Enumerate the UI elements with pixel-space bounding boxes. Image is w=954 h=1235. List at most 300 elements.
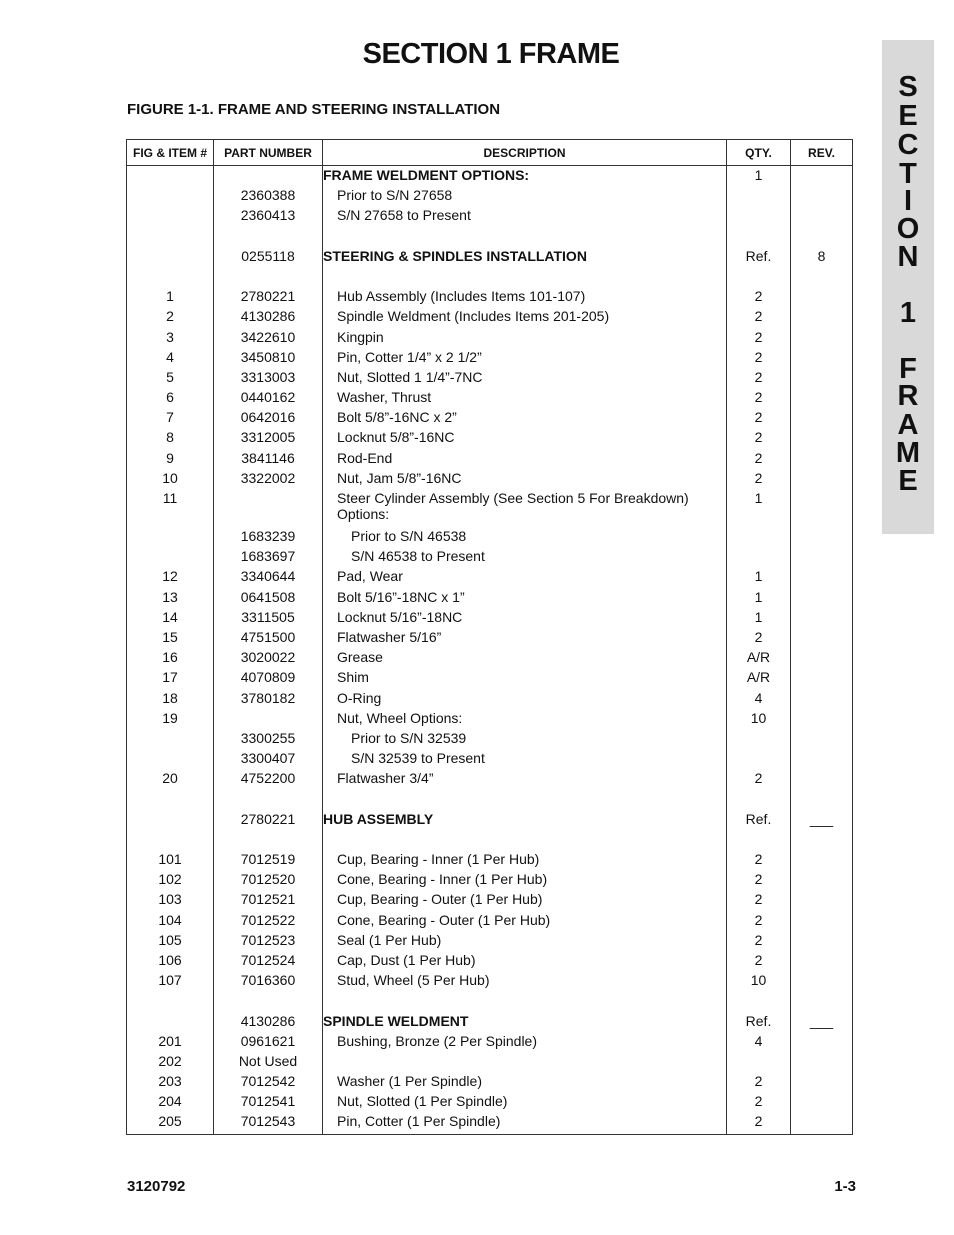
cell-part: 2360413 <box>214 207 323 227</box>
cell-qty: 2 <box>727 1093 791 1113</box>
side-tab-letter: T <box>899 158 917 190</box>
cell-desc <box>323 831 727 851</box>
cell-qty <box>727 750 791 770</box>
cell-desc <box>323 750 727 770</box>
cell-fig <box>127 248 214 268</box>
cell-qty: 4 <box>727 690 791 710</box>
description-text: Cone, Bearing - Inner (1 Per Hub) <box>337 871 548 888</box>
cell-part: 4130286 <box>214 1013 323 1033</box>
cell-rev <box>791 629 853 649</box>
cell-rev <box>791 268 853 288</box>
cell-fig <box>127 992 214 1012</box>
cell-rev: 8 <box>791 248 853 268</box>
cell-part: 0641508 <box>214 589 323 609</box>
cell-rev <box>791 669 853 689</box>
cell-part: 3450810 <box>214 349 323 369</box>
cell-part: 7012541 <box>214 1093 323 1113</box>
table-row <box>127 389 853 409</box>
table-row <box>127 992 853 1012</box>
cell-rev <box>791 166 853 188</box>
cell-rev <box>791 389 853 409</box>
cell-rev <box>791 1033 853 1053</box>
cell-part: 0440162 <box>214 389 323 409</box>
description-text: Pin, Cotter 1/4” x 2 1/2” <box>337 348 482 365</box>
cell-qty: 2 <box>727 851 791 871</box>
table-row <box>127 248 853 268</box>
table-row <box>127 932 853 952</box>
cell-rev: ___ <box>791 811 853 831</box>
side-tab-letter: F <box>899 353 917 385</box>
cell-qty: 2 <box>727 429 791 449</box>
cell-fig <box>127 268 214 288</box>
description-text: Flatwasher 3/4” <box>337 770 434 787</box>
cell-desc <box>323 871 727 891</box>
cell-qty: 2 <box>727 952 791 972</box>
cell-part: 7012520 <box>214 871 323 891</box>
cell-qty <box>727 992 791 1012</box>
cell-fig: 14 <box>127 609 214 629</box>
cell-desc <box>323 187 727 207</box>
table-row <box>127 710 853 730</box>
cell-fig: 17 <box>127 669 214 689</box>
cell-rev <box>791 891 853 911</box>
cell-rev <box>791 932 853 952</box>
cell-fig: 13 <box>127 589 214 609</box>
cell-part <box>214 490 323 528</box>
cell-fig <box>127 811 214 831</box>
table-row <box>127 1013 853 1033</box>
cell-part: 7012524 <box>214 952 323 972</box>
description-text: Flatwasher 5/16” <box>337 628 442 645</box>
cell-rev <box>791 409 853 429</box>
side-tab-letter: I <box>903 185 913 217</box>
cell-qty: 2 <box>727 288 791 308</box>
side-tab-letter: M <box>895 437 921 469</box>
description-text: Washer (1 Per Spindle) <box>337 1073 482 1090</box>
cell-desc <box>323 548 727 568</box>
cell-rev <box>791 1053 853 1073</box>
cell-fig: 20 <box>127 770 214 790</box>
cell-desc <box>323 770 727 790</box>
cell-desc <box>323 369 727 389</box>
description-text: Locknut 5/8”-16NC <box>337 429 455 446</box>
cell-rev <box>791 187 853 207</box>
cell-qty: 2 <box>727 932 791 952</box>
cell-part: 3422610 <box>214 329 323 349</box>
description-text: Kingpin <box>337 328 384 345</box>
cell-fig: 18 <box>127 690 214 710</box>
cell-qty: 1 <box>727 568 791 588</box>
description-text: Washer, Thrust <box>337 389 432 406</box>
cell-fig <box>127 166 214 188</box>
cell-part: 3020022 <box>214 649 323 669</box>
cell-part: 3300255 <box>214 730 323 750</box>
cell-desc <box>323 912 727 932</box>
cell-fig: 19 <box>127 710 214 730</box>
cell-qty: 2 <box>727 329 791 349</box>
cell-desc <box>323 730 727 750</box>
table-row <box>127 790 853 810</box>
cell-fig: 1 <box>127 288 214 308</box>
description-text: Seal (1 Per Hub) <box>337 931 442 948</box>
cell-desc <box>323 629 727 649</box>
cell-desc <box>323 1033 727 1053</box>
cell-fig: 2 <box>127 308 214 328</box>
cell-qty: Ref. <box>727 1013 791 1033</box>
table-row <box>127 1033 853 1053</box>
cell-qty: 2 <box>727 629 791 649</box>
cell-qty: 2 <box>727 770 791 790</box>
cell-rev <box>791 992 853 1012</box>
description-text: S/N 27658 to Present <box>337 207 471 224</box>
cell-part <box>214 166 323 188</box>
side-tab-letter: 1 <box>899 297 917 329</box>
cell-desc <box>323 972 727 992</box>
cell-qty: 2 <box>727 891 791 911</box>
cell-rev <box>791 690 853 710</box>
cell-qty: 1 <box>727 609 791 629</box>
cell-desc <box>323 288 727 308</box>
cell-desc <box>323 429 727 449</box>
cell-part: 2780221 <box>214 811 323 831</box>
cell-desc <box>323 268 727 288</box>
cell-fig: 104 <box>127 912 214 932</box>
table-row <box>127 1053 853 1073</box>
table-row <box>127 730 853 750</box>
cell-qty: 2 <box>727 369 791 389</box>
cell-rev <box>791 770 853 790</box>
cell-rev <box>791 1113 853 1134</box>
table-row <box>127 450 853 470</box>
cell-desc <box>323 1113 727 1134</box>
table-row <box>127 690 853 710</box>
cell-qty <box>727 187 791 207</box>
cell-qty: 2 <box>727 308 791 328</box>
cell-qty: A/R <box>727 649 791 669</box>
description-text: Hub Assembly (Includes Items 101-107) <box>337 288 586 305</box>
cell-rev <box>791 450 853 470</box>
table-row <box>127 228 853 248</box>
table-row <box>127 912 853 932</box>
cell-part <box>214 268 323 288</box>
table-row <box>127 851 853 871</box>
cell-part <box>214 710 323 730</box>
table-row <box>127 369 853 389</box>
table-row <box>127 871 853 891</box>
description-text: Bolt 5/16”-18NC x 1” <box>337 588 465 605</box>
cell-desc <box>323 790 727 810</box>
cell-part: 4751500 <box>214 629 323 649</box>
cell-part: 0961621 <box>214 1033 323 1053</box>
table-row <box>127 187 853 207</box>
cell-part: 7012542 <box>214 1073 323 1093</box>
cell-fig <box>127 790 214 810</box>
cell-qty <box>727 228 791 248</box>
cell-fig: 101 <box>127 851 214 871</box>
cell-rev <box>791 490 853 528</box>
description-text: Cap, Dust (1 Per Hub) <box>337 951 476 968</box>
cell-qty: 2 <box>727 409 791 429</box>
table-row <box>127 589 853 609</box>
side-tab-letter: E <box>898 465 918 497</box>
cell-part: 1683697 <box>214 548 323 568</box>
table-row <box>127 528 853 548</box>
cell-rev <box>791 207 853 227</box>
cell-desc <box>323 851 727 871</box>
description-text: Cup, Bearing - Inner (1 Per Hub) <box>337 851 540 867</box>
cell-rev <box>791 288 853 308</box>
cell-desc <box>323 528 727 548</box>
description-text: Pin, Cotter (1 Per Spindle) <box>337 1113 501 1130</box>
cell-qty <box>727 790 791 810</box>
cell-qty <box>727 548 791 568</box>
cell-qty: 1 <box>727 490 791 528</box>
cell-qty <box>727 528 791 548</box>
cell-desc <box>323 649 727 669</box>
cell-qty: 4 <box>727 1033 791 1053</box>
table-header-row <box>127 140 853 166</box>
table-row <box>127 490 853 528</box>
cell-part: 3311505 <box>214 609 323 629</box>
cell-desc <box>323 450 727 470</box>
cell-part: 1683239 <box>214 528 323 548</box>
description-text: Shim <box>337 669 369 686</box>
cell-fig: 5 <box>127 369 214 389</box>
description-text: Spindle Weldment (Includes Items 201-205) <box>337 308 610 325</box>
side-tab-letter: A <box>897 409 919 441</box>
cell-qty: 10 <box>727 972 791 992</box>
cell-part: 3780182 <box>214 690 323 710</box>
cell-desc <box>323 669 727 689</box>
cell-fig <box>127 528 214 548</box>
cell-qty: 2 <box>727 912 791 932</box>
cell-fig <box>127 750 214 770</box>
cell-fig: 6 <box>127 389 214 409</box>
cell-part <box>214 790 323 810</box>
description-text: Bushing, Bronze (2 Per Spindle) <box>337 1032 537 1049</box>
cell-part: 4752200 <box>214 770 323 790</box>
cell-desc <box>323 470 727 490</box>
side-tab-letter: N <box>897 241 919 273</box>
description-text: Cup, Bearing - Outer (1 Per Hub) <box>337 891 543 908</box>
table-row <box>127 1073 853 1093</box>
table-row <box>127 669 853 689</box>
table-row <box>127 409 853 429</box>
cell-fig <box>127 831 214 851</box>
table-row <box>127 548 853 568</box>
cell-rev <box>791 528 853 548</box>
side-tab-letter: O <box>896 213 920 245</box>
cell-part <box>214 992 323 1012</box>
cell-part: 7012522 <box>214 912 323 932</box>
table-row <box>127 308 853 328</box>
cell-rev <box>791 972 853 992</box>
cell-desc <box>323 609 727 629</box>
description-text: STEERING & SPINDLES INSTALLATION <box>323 247 587 264</box>
cell-desc <box>323 1093 727 1113</box>
description-text: Rod-End <box>337 449 393 466</box>
cell-qty: 1 <box>727 589 791 609</box>
cell-qty: 2 <box>727 1113 791 1134</box>
cell-desc <box>323 207 727 227</box>
cell-qty: 1 <box>727 166 791 188</box>
cell-fig: 105 <box>127 932 214 952</box>
page-title: SECTION 1 FRAME <box>362 38 620 70</box>
cell-desc <box>323 349 727 369</box>
cell-fig: 4 <box>127 349 214 369</box>
cell-qty: 10 <box>727 710 791 730</box>
table-row <box>127 831 853 851</box>
table-row <box>127 952 853 972</box>
page-number: 1-3 <box>834 1178 856 1195</box>
cell-rev <box>791 308 853 328</box>
cell-rev <box>791 1093 853 1113</box>
col-header-desc: DESCRIPTION <box>323 140 727 166</box>
cell-rev <box>791 369 853 389</box>
cell-rev <box>791 609 853 629</box>
table-row <box>127 1113 853 1134</box>
cell-part: 3841146 <box>214 450 323 470</box>
col-header-part: PART NUMBER <box>214 140 323 166</box>
cell-desc <box>323 891 727 911</box>
cell-fig: 203 <box>127 1073 214 1093</box>
table-row <box>127 470 853 490</box>
description-text: Locknut 5/16”-18NC <box>337 608 463 625</box>
cell-qty: 2 <box>727 1073 791 1093</box>
cell-qty: A/R <box>727 669 791 689</box>
cell-fig <box>127 730 214 750</box>
table-row <box>127 288 853 308</box>
cell-fig: 201 <box>127 1033 214 1053</box>
col-header-rev: REV. <box>791 140 853 166</box>
cell-qty: 2 <box>727 871 791 891</box>
cell-fig: 205 <box>127 1113 214 1134</box>
cell-rev <box>791 649 853 669</box>
cell-fig: 10 <box>127 470 214 490</box>
description-text: Stud, Wheel (5 Per Hub) <box>337 972 490 989</box>
cell-fig: 11 <box>127 490 214 528</box>
cell-desc <box>323 248 727 268</box>
description-text: Nut, Slotted 1 1/4”-7NC <box>337 368 483 385</box>
parts-table <box>126 139 853 1135</box>
table-row <box>127 568 853 588</box>
cell-rev <box>791 548 853 568</box>
table-row <box>127 329 853 349</box>
cell-part: 3312005 <box>214 429 323 449</box>
table-row <box>127 268 853 288</box>
cell-fig: 9 <box>127 450 214 470</box>
cell-part: 2360388 <box>214 187 323 207</box>
table-row <box>127 972 853 992</box>
description-text: Bolt 5/8”-16NC x 2” <box>337 409 457 426</box>
table-row <box>127 750 853 770</box>
side-tab-letter: S <box>898 71 918 103</box>
doc-number: 3120792 <box>127 1178 186 1195</box>
description-text: FRAME WELDMENT OPTIONS: <box>323 167 530 183</box>
cell-rev <box>791 349 853 369</box>
cell-qty: 2 <box>727 450 791 470</box>
cell-qty: Ref. <box>727 811 791 831</box>
description-text: O-Ring <box>337 689 382 706</box>
cell-part <box>214 831 323 851</box>
table-row <box>127 349 853 369</box>
cell-desc <box>323 568 727 588</box>
description-text: S/N 46538 to Present <box>351 548 485 565</box>
cell-part: 3340644 <box>214 568 323 588</box>
cell-fig: 3 <box>127 329 214 349</box>
description-text: HUB ASSEMBLY <box>323 810 434 827</box>
cell-part: 3300407 <box>214 750 323 770</box>
cell-fig <box>127 207 214 227</box>
cell-qty: 2 <box>727 470 791 490</box>
cell-rev <box>791 851 853 871</box>
cell-fig: 106 <box>127 952 214 972</box>
cell-part: Not Used <box>214 1053 323 1073</box>
cell-rev <box>791 952 853 972</box>
description-text: Nut, Jam 5/8”-16NC <box>337 469 462 486</box>
description-text: S/N 32539 to Present <box>351 750 485 767</box>
cell-part: 7016360 <box>214 972 323 992</box>
cell-fig: 8 <box>127 429 214 449</box>
cell-rev <box>791 329 853 349</box>
cell-desc <box>323 308 727 328</box>
cell-desc <box>323 1053 727 1073</box>
cell-desc <box>323 228 727 248</box>
cell-desc <box>323 690 727 710</box>
cell-part: 7012521 <box>214 891 323 911</box>
cell-qty: Ref. <box>727 248 791 268</box>
cell-fig: 202 <box>127 1053 214 1073</box>
cell-part: 0255118 <box>214 248 323 268</box>
cell-qty: 2 <box>727 389 791 409</box>
cell-qty <box>727 831 791 851</box>
cell-desc <box>323 952 727 972</box>
side-tab-letter: C <box>897 129 919 161</box>
cell-rev <box>791 831 853 851</box>
cell-desc <box>323 166 727 188</box>
description-text: Prior to S/N 46538 <box>351 528 467 544</box>
cell-part: 3313003 <box>214 369 323 389</box>
cell-rev <box>791 730 853 750</box>
description-text: Nut, Slotted (1 Per Spindle) <box>337 1093 508 1110</box>
table-row <box>127 207 853 227</box>
cell-qty <box>727 268 791 288</box>
table-row <box>127 891 853 911</box>
description-text: Pad, Wear <box>337 568 403 585</box>
cell-qty: 2 <box>727 349 791 369</box>
side-tab-letter: R <box>897 380 919 412</box>
cell-desc <box>323 932 727 952</box>
cell-qty <box>727 730 791 750</box>
cell-fig: 12 <box>127 568 214 588</box>
cell-rev <box>791 429 853 449</box>
cell-part: 0642016 <box>214 409 323 429</box>
cell-part <box>214 228 323 248</box>
table-row <box>127 649 853 669</box>
cell-part: 3322002 <box>214 470 323 490</box>
cell-fig: 16 <box>127 649 214 669</box>
table-row <box>127 429 853 449</box>
cell-desc <box>323 811 727 831</box>
cell-desc <box>323 329 727 349</box>
description-text: Grease <box>337 649 383 666</box>
cell-rev <box>791 228 853 248</box>
description-text: Prior to S/N 32539 <box>351 729 467 746</box>
cell-desc <box>323 589 727 609</box>
cell-rev <box>791 589 853 609</box>
cell-rev <box>791 568 853 588</box>
cell-desc <box>323 389 727 409</box>
